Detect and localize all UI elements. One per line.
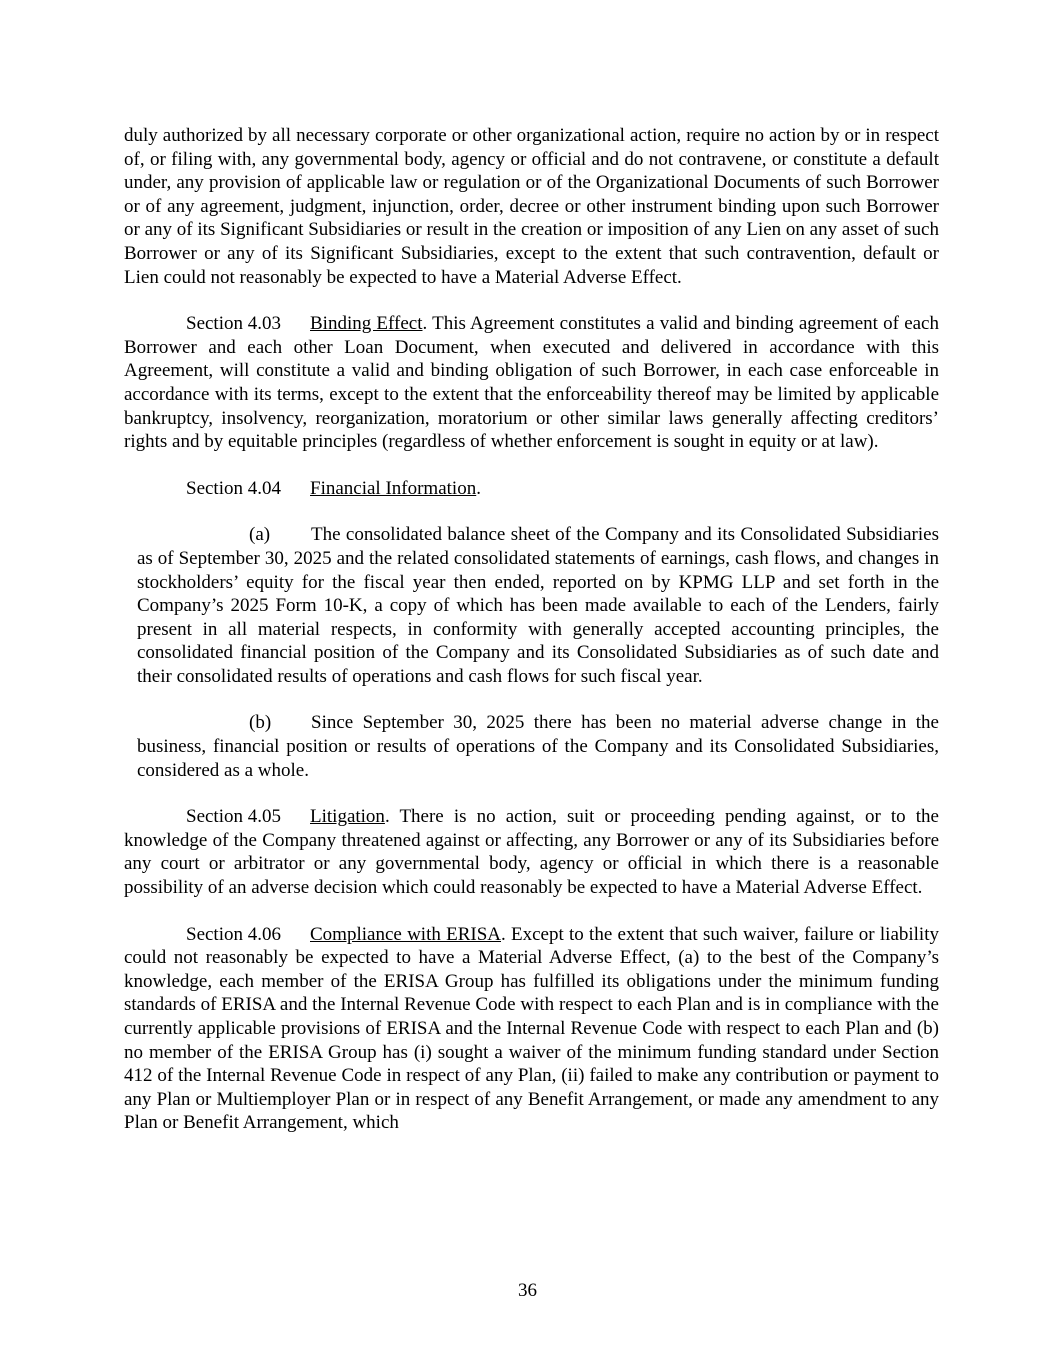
subsection-4-04-a [137,523,939,688]
subsection-text: The consolidated balance sheet of the Company and its Consolidated Subsidiaries as of September 30, 2025 and the related consolidated statements of earnings, cash flows, and changes in stockholders’ equity for the fiscal year then ended, reported on by KPMG LLP and set forth in the Company’s 2025 Form 10-K, a copy of which has been made available to each of the Lenders, fairly present in all material respects, in conformity with generally accepted accounting principles, the consolidated financial position of the Company and its Consolidated Subsidiaries as of such date and their consolidated results of operations and cash flows for such fiscal year. [137,524,939,687]
section-text: . There is no action, suit or proceeding pending against, or to the knowledge of the Company threatened against or affecting, any Borrower or any of its Subsidiaries before any court or arbitrator or any governmental body, agency or official in which there is a reasonable possibility of an adverse decision which could reasonably be expected to have a Material Adverse Effect. [124,806,939,899]
paragraph-text: duly authorized by all necessary corporate or other organizational action, require no action by or in respect of, or filing with, any governmental body, agency or official and do not contravene, or constitute a default under, any provision of applicable law or regulation or of the Organizational Documents of such Borrower or of any agreement, judgment, injunction, order, decree or other instrument binding upon such Borrower or any of its Significant Subsidiaries or result in the creation or imposition of any Lien on any asset of such Borrower or any of its Significant Subsidiaries, except to the extent that such contravention, default or Lien could not reasonably be expected to have a Material Adverse Effect. [124,125,939,288]
section-4-06 [124,923,939,1135]
paragraph-continuation [124,124,939,289]
page-number: 36 [518,1280,537,1301]
section-number: Section 4.04 [186,477,281,499]
section-heading: Financial Information [310,477,477,499]
subsection-text: Since September 30, 2025 there has been no material adverse change in the business, financial position or results of operations of the Company and its Consolidated Subsidiaries, considered as a whole. [137,712,939,781]
section-number: Section 4.06 [186,923,281,945]
section-heading: Litigation [310,806,385,828]
section-4-03 [124,312,939,454]
subsection-4-04-b [137,711,939,782]
section-heading: Binding Effect [310,313,423,335]
section-text: . This Agreement constitutes a valid and binding agreement of each Borrower and each other Loan Document, when executed and delivered in accordance with this Agreement, will constitute a valid and binding obligation of such Borrower, in each case enforceable in accordance with its terms, except to the extent that the enforceability thereof may be limited by applicable bankruptcy, insolvency, reorganization, moratorium or other similar laws generally affecting creditors’ rights and by equitable principles (regardless of whether enforcement is sought in equity or at law). [124,313,939,453]
section-4-05 [124,805,939,899]
section-heading: Compliance with ERISA [310,923,501,945]
subsection-label: (b) [249,712,272,734]
section-number: Section 4.05 [186,806,281,828]
document-page [124,124,939,1135]
section-4-04 [124,477,939,501]
section-text: . Except to the extent that such waiver, failure or liability could not reasonably be expected to have a Material Adverse Effect, (a) to the best of the Company’s knowledge, each member of the ERISA Group has fulfilled its obligations under the minimum funding standards of ERISA and the Internal Revenue Code with respect to each Plan and is in compliance with the currently applicable provisions of ERISA and the Internal Revenue Code with respect to each Plan and (b) no member of the ERISA Group has (i) sought a waiver of the minimum funding standard under Section 412 of the Internal Revenue Code in respect of any Plan, (ii) failed to make any contribution or payment to any Plan or Multiemployer Plan or in respect of any Benefit Arrangement, or made any amendment to any Plan or Benefit Arrangement, which [124,923,939,1134]
subsection-label: (a) [249,524,271,546]
section-number: Section 4.03 [186,313,281,335]
section-text: . [476,477,481,499]
